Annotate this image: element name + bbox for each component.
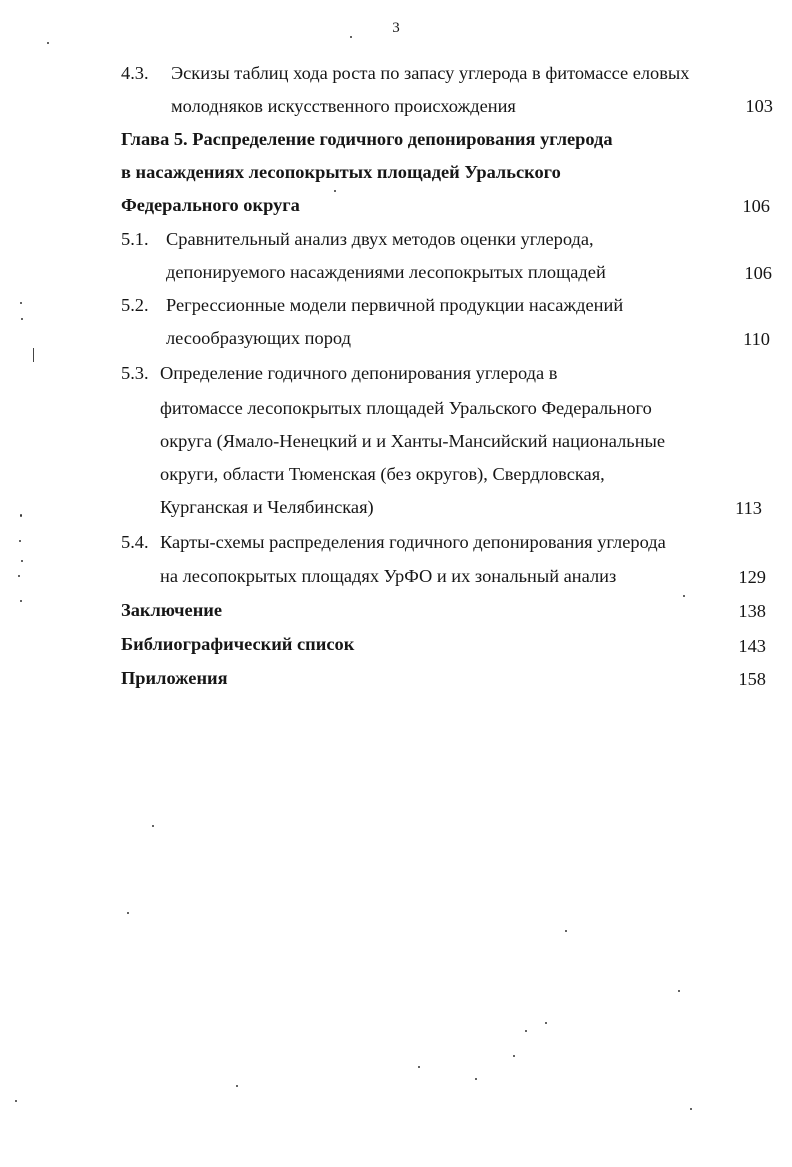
toc-bibliography-title: Библиографический список — [121, 634, 355, 654]
toc-entry-4-3-number: 4.3. — [121, 63, 149, 83]
toc-chapter-5-title-line3: Федерального округа — [121, 195, 300, 215]
toc-entry-5-1-title-line2: депонируемого насаждениями лесопокрытых площадей — [166, 262, 606, 282]
toc-entry-4-3-title-line1: Эскизы таблиц хода роста по запасу углерода в фитомассе еловых — [171, 63, 690, 83]
toc-entry-5-2-number: 5.2. — [121, 295, 149, 315]
toc-entry-5-3-title-line1: Определение годичного депонирования углерода в — [160, 363, 558, 383]
toc-chapter-5-title-line1: Глава 5. Распределение годичного депонирования углерода — [121, 129, 613, 149]
toc-entry-5-3-title-line5: Курганская и Челябинская) — [160, 497, 374, 517]
toc-entry-5-1-page: 106 — [744, 263, 772, 283]
toc-bibliography-page: 143 — [738, 636, 766, 656]
toc-entry-5-1-number: 5.1. — [121, 229, 149, 249]
toc-appendices-page: 158 — [738, 669, 766, 689]
toc-entry-5-2-title-line2: лесообразующих пород — [166, 328, 351, 348]
toc-entry-5-4-number: 5.4. — [121, 532, 149, 552]
toc-conclusion-title: Заключение — [121, 600, 223, 620]
toc-chapter-5-title-line2: в насаждениях лесопокрытых площадей Уральского — [121, 162, 561, 182]
toc-entry-5-3-title-line2: фитомассе лесопокрытых площадей Уральского Федерального — [160, 398, 652, 418]
toc-entry-4-3-title-line2: молодняков искусственного происхождения — [171, 96, 516, 116]
toc-entry-5-4-page: 129 — [738, 567, 766, 587]
toc-entry-5-4-title-line1: Карты-схемы распределения годичного депонирования углерода — [160, 532, 666, 552]
toc-chapter-5-page: 106 — [742, 196, 770, 216]
toc-entry-5-3-title-line3: округа (Ямало-Ненецкий и и Ханты-Мансийский национальные — [160, 431, 666, 451]
toc-entry-4-3-page: 103 — [745, 96, 773, 116]
toc-entry-5-2-title-line1: Регрессионные модели первичной продукции насаждений — [166, 295, 624, 315]
toc-entry-5-3-page: 113 — [735, 498, 762, 518]
toc-conclusion-page: 138 — [738, 601, 766, 621]
toc-entry-5-2-page: 110 — [743, 329, 770, 349]
toc-entry-5-4-title-line2: на лесопокрытых площадях УрФО и их зональный анализ — [160, 566, 617, 586]
toc-entry-5-3-number: 5.3. — [121, 363, 149, 383]
toc-entry-5-1-title-line1: Сравнительный анализ двух методов оценки углерода, — [166, 229, 594, 249]
toc-entry-5-3-title-line4: округи, области Тюменская (без округов), Свердловская, — [160, 464, 605, 484]
page-number: 3 — [392, 20, 400, 36]
toc-appendices-title: Приложения — [121, 668, 228, 688]
